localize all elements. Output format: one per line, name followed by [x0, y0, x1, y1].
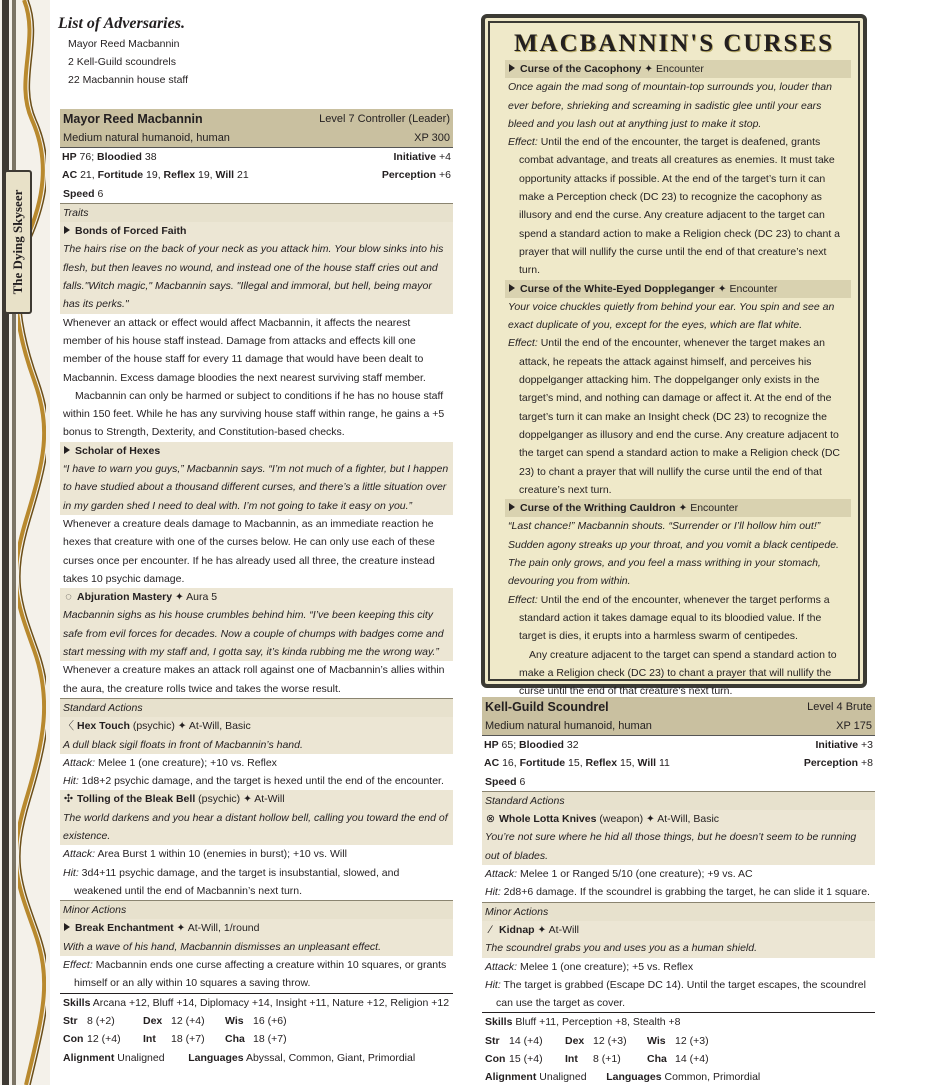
alignment-row [60, 1049, 453, 1067]
curse-flavor: “Last chance!” Macbannin shouts. “Surrender or I’ll hollow him out!” Sudden agony streaks up your throat, and you vomit a black centipede. The pain only grows, and you feel a mass writhing in your stomach, devouring you from within. [508, 520, 839, 588]
bloodied-value: 38 [144, 151, 157, 163]
ability-row [482, 1050, 875, 1068]
con-label: Con [63, 1033, 84, 1046]
str-value: 8 (+2) [87, 1014, 115, 1027]
hit-text: 1d8+2 psychic damage, and the target is hexed until the end of the encounter. [81, 775, 444, 788]
trait-text: Macbannin can only be harmed or subject to conditions if he has no house staff within 150 feet. While he has any surviving house staff within range, he gains a +5 bonus to Strength, Dexterity, and Constitution-based checks. [63, 389, 445, 439]
initiative-value: +4 [439, 151, 451, 163]
initiative-value: +3 [861, 739, 873, 751]
curse-name: Curse of the Writhing Cauldron ✦ Encounter [505, 499, 851, 517]
hp-label: HP [62, 151, 77, 163]
mayor-hp-row [60, 148, 453, 166]
trait-name: ◌ Abjuration Mastery ✦ Aura 5 [60, 588, 453, 606]
curse-tag: Encounter [729, 282, 778, 295]
wis-value: 16 (+6) [253, 1014, 287, 1027]
hit-label: Hit: [485, 978, 501, 991]
curses-title: MACBANNIN'S CURSES [513, 30, 835, 57]
trait-flavor: Macbannin sighs as his house crumbles behind him. “I’ve been keeping this city safe from evil forces for decades. Now a couple of chumps with badges come and start messing with my staff and, I gotta say, it’s kinda rubbing me the wrong way.” [60, 606, 453, 661]
vine-ornament-icon [18, 0, 46, 1085]
traits-heading: Traits [60, 203, 453, 222]
str-label: Str [485, 1034, 500, 1047]
melee-basic-icon: 〈 [63, 720, 74, 733]
trait-tag: Aura 5 [186, 591, 218, 604]
border-stripe [2, 0, 9, 1085]
trait-title: Bonds of Forced Faith [75, 225, 187, 238]
hit-label: Hit: [63, 775, 79, 788]
power-tag: At-Will, Basic [657, 813, 720, 826]
speed-label: Speed [63, 187, 95, 200]
mayor-xp: XP 300 [414, 132, 450, 144]
list-item: 2 Kell-Guild scoundrels [68, 56, 176, 68]
effect-text: Any creature adjacent to the target can spend a standard action to make a Religion check (DC 23) to chant a prayer that will nullify the curse until the end of that creature’s next turn. [519, 648, 837, 698]
int-value: 8 (+1) [593, 1053, 621, 1066]
curse-name: Curse of the White-Eyed Doppleganger ✦ Encounter [505, 280, 851, 298]
attack-text: Melee 1 (one creature); +5 vs. Reflex [520, 960, 694, 973]
power-title: Break Enchantment [75, 922, 174, 935]
trait-text: Whenever an attack or effect would affect Macbannin, it affects the nearest member of his house staff instead. Damage from attacks and effects kill one member of the house staff for every 11 damage that would have been dealt to Macbannin. Excess damage bloodies the next nearest surviving staff member. [63, 316, 426, 384]
kell-defense-row [482, 754, 875, 772]
languages-label: Languages [188, 1051, 244, 1064]
cha-value: 18 (+7) [253, 1033, 287, 1046]
dex-label: Dex [143, 1014, 163, 1027]
speed-label: Speed [485, 775, 517, 788]
ability-row [60, 1030, 453, 1048]
perception-label: Perception [381, 169, 437, 182]
power-flavor: The scoundrel grabs you and uses you as a human shield. [482, 939, 875, 957]
triangle-icon [64, 446, 70, 454]
trait-title: Abjuration Mastery [77, 591, 173, 604]
melee-ranged-basic-icon: ⊗ [485, 813, 496, 826]
minor-actions-heading: Minor Actions [60, 900, 453, 919]
triangle-icon [509, 284, 515, 292]
alignment-label: Alignment [485, 1071, 537, 1084]
int-value: 18 (+7) [171, 1033, 205, 1046]
perception-label: Perception [803, 757, 859, 770]
curse-tag: Encounter [656, 63, 704, 75]
attack-text: Area Burst 1 within 10 (enemies in burst); +10 vs. Will [97, 848, 347, 861]
trait-name [60, 222, 453, 240]
ac-value: 21, [80, 169, 98, 182]
dex-label: Dex [565, 1034, 585, 1047]
power-name: 〈 Hex Touch (psychic) ✦ At-Will, Basic [60, 717, 453, 735]
effect-label: Effect: [508, 136, 538, 149]
alignment-value: Unaligned [117, 1051, 165, 1064]
kell-xp: XP 175 [836, 720, 872, 732]
curse-tag: Encounter [690, 502, 739, 515]
int-label: Int [143, 1033, 156, 1046]
kell-header [482, 697, 875, 717]
hp-value: 65; [501, 739, 520, 751]
ref-value: 19, [197, 169, 216, 182]
skills-label: Skills [485, 1016, 513, 1029]
curse-flavor: Your voice chuckles quietly from behind your ear. You spin and see an exact duplicate of you, except for the eyes, which are flat white. [508, 300, 835, 332]
bloodied-label: Bloodied [97, 151, 142, 163]
ac-label: AC [62, 169, 78, 182]
mayor-defense-row [60, 166, 453, 184]
hp-value: 76; [79, 151, 98, 163]
trait-flavor: “I have to warn you guys,” Macbannin says. “I’m not much of a fighter, but I happen to have studied about a thousand different curses, and there’s a little situation over in my garden shed I need to deal with. I’m not going to take it easy on you.” [60, 460, 453, 515]
curse-title: Curse of the White-Eyed Doppleganger [520, 282, 715, 295]
effect-text: Until the end of the encounter, the target is deafened, grants combat advantage, and treats all creatures as enemies. It must take opportunity attacks if possible. At the end of the target’s turn it can make a Perception check (DC 23) to recognize the cacophony as illusory and end the curse. Any creature adjacent to the target can spend a standard action to make a Religion check (DC 23) to chant a prayer that will nullify the curse until the end of that creature’s next turn. [519, 136, 841, 277]
standard-actions-heading: Standard Actions [482, 791, 875, 810]
wis-label: Wis [647, 1034, 666, 1047]
kell-stat-block [482, 697, 875, 1087]
skills-label: Skills [63, 996, 91, 1009]
aura-icon: ◌ [65, 591, 72, 604]
power-keyword: (psychic) [132, 720, 175, 733]
kell-type-row [482, 717, 875, 736]
str-label: Str [63, 1014, 78, 1027]
curse-title: Curse of the Writhing Cauldron [520, 502, 676, 515]
power-tag: At-Will, Basic [188, 720, 251, 733]
attack-label: Attack: [485, 960, 518, 973]
effect-label: Effect: [508, 593, 538, 606]
wis-label: Wis [225, 1014, 244, 1027]
power-name: ∕ Kidnap ✦ At-Will [482, 921, 875, 939]
trait-title: Scholar of Hexes [75, 444, 161, 457]
power-title: Hex Touch [77, 720, 130, 733]
will-label: Will [215, 169, 235, 182]
curse-flavor: Once again the mad song of mountain-top surrounds you, louder than ever before, shrieking and screaming in sadistic glee until your ears bleed and you lash out at anything just to make it stop. [508, 81, 832, 130]
trait-text: Whenever a creature makes an attack roll against one of Macbannin’s allies within the aura, the creature rolls twice and takes the worse result. [63, 664, 445, 695]
attack-text: Melee 1 or Ranged 5/10 (one creature); +9 vs. AC [520, 868, 753, 881]
hit-label: Hit: [485, 886, 501, 899]
power-flavor: A dull black sigil floats in front of Macbannin’s hand. [60, 736, 453, 754]
attack-label: Attack: [63, 756, 96, 769]
will-label: Will [637, 757, 657, 770]
standard-actions-heading: Standard Actions [60, 698, 453, 717]
triangle-icon [64, 923, 70, 931]
minor-actions-heading: Minor Actions [482, 902, 875, 921]
cha-value: 14 (+4) [675, 1053, 709, 1066]
effect-text: Until the end of the encounter, whenever the target makes an attack, he repeats the attack against himself, and perceives his doppelganger attacking him. The doppelganger only exists in the target’s mind, and nothing can damage or affect it. At the end of the target’s turn it can make an Insight check (DC 23) to recognize the doppelganger as illusory and end the curse. Any creature adjacent to the target can spend a standard action to make a Religion check (DC 23) to chant a prayer that will nullify the curse until the end of that creature’s next turn. [519, 337, 841, 496]
mayor-header [60, 109, 453, 129]
curse-title: Curse of the Cacophony [520, 63, 642, 75]
mayor-type: Medium natural humanoid, human [63, 132, 230, 144]
power-keyword: (weapon) [599, 813, 644, 826]
will-value: 11 [659, 757, 670, 770]
attack-label: Attack: [485, 868, 518, 881]
ability-row [482, 1032, 875, 1050]
dex-value: 12 (+3) [593, 1034, 627, 1047]
effect-label: Effect: [63, 959, 93, 972]
effect-label: Effect: [508, 337, 538, 350]
initiative-label: Initiative [815, 739, 859, 751]
perception-value: +6 [439, 169, 451, 182]
power-title: Whole Lotta Knives [499, 813, 597, 826]
languages-label: Languages [606, 1071, 662, 1084]
hp-label: HP [484, 739, 499, 751]
will-value: 21 [237, 169, 249, 182]
speed-value: 6 [97, 187, 104, 200]
initiative-label: Initiative [393, 151, 437, 163]
con-value: 15 (+4) [509, 1053, 543, 1066]
kell-speed-row [482, 773, 875, 791]
power-flavor: The world darkens and you hear a distant hollow bell, calling you toward the end of existence. [60, 809, 453, 846]
bloodied-value: 32 [566, 739, 579, 751]
border-stripe-inner [12, 0, 16, 1085]
mayor-speed-row [60, 185, 453, 203]
attack-label: Attack: [63, 848, 96, 861]
con-value: 12 (+4) [87, 1033, 121, 1046]
fort-value: 19, [146, 169, 164, 182]
ac-value: 16, [502, 757, 520, 770]
fort-value: 15, [568, 757, 586, 770]
list-item: 22 Macbannin house staff [68, 74, 189, 86]
area-burst-icon: ✣ [63, 793, 74, 806]
mayor-level: Level 7 Controller (Leader) [319, 113, 450, 125]
str-value: 14 (+4) [509, 1034, 543, 1047]
fort-label: Fortitude [97, 169, 144, 182]
trait-flavor: The hairs rise on the back of your neck as you attack him. Your blow sinks into his flesh, but then leaves no wound, and instead one of the house staff cries out and falls."Witch magic," Macbannin says. "Illegal and immoral, but hell, being mayor has its perks." [60, 240, 453, 313]
hit-text: 2d8+6 damage. If the scoundrel is grabbing the target, he can slide it 1 square. [503, 886, 870, 899]
skills-value: Arcana +12, Bluff +14, Diplomacy +14, Insight +11, Nature +12, Religion +12 [92, 996, 450, 1009]
kell-level: Level 4 Brute [807, 701, 872, 713]
bloodied-label: Bloodied [519, 739, 564, 751]
effect-text: Macbannin ends one curse affecting a creature within 10 squares, or grants himself or an ally within 10 squares a saving throw. [74, 959, 447, 990]
curses-box [481, 14, 867, 698]
hit-text: The target is grabbed (Escape DC 14). Until the target escapes, the scoundrel can use the target as cover. [496, 978, 866, 1010]
power-title: Kidnap [499, 923, 535, 936]
triangle-icon [509, 503, 515, 511]
mayor-name: Mayor Reed Macbannin [63, 112, 203, 126]
alignment-label: Alignment [63, 1051, 115, 1064]
con-label: Con [485, 1053, 506, 1066]
perception-value: +8 [861, 757, 873, 770]
ac-label: AC [484, 757, 500, 770]
ref-label: Reflex [585, 757, 618, 770]
power-name: ✣ Tolling of the Bleak Bell (psychic) ✦ At-Will [60, 790, 453, 808]
fort-label: Fortitude [519, 757, 566, 770]
cha-label: Cha [225, 1033, 245, 1046]
languages-value: Abyssal, Common, Giant, Primordial [245, 1051, 416, 1064]
kell-type: Medium natural humanoid, human [485, 720, 652, 732]
wis-value: 12 (+3) [675, 1034, 709, 1047]
effect-text: Until the end of the encounter, whenever the target performs a standard action it takes damage equal to its bloodied value. If the target is dies, it erupts into a harmless swarm of centipedes. [519, 593, 830, 643]
ability-row [60, 1012, 453, 1030]
cha-label: Cha [647, 1053, 667, 1066]
melee-icon: ∕ [489, 923, 492, 936]
mayor-stat-block [60, 109, 453, 1067]
power-tag: At-Will, 1/round [187, 922, 260, 935]
curse-name: Curse of the Cacophony ✦ Encounter [505, 60, 851, 78]
skills-value: Bluff +11, Perception +8, Stealth +8 [515, 1016, 681, 1029]
kell-name: Kell-Guild Scoundrel [485, 700, 609, 714]
power-name: Break Enchantment ✦ At-Will, 1/round [60, 919, 453, 937]
side-tab-label: The Dying Skyseer [10, 189, 25, 295]
dex-value: 12 (+4) [171, 1014, 205, 1027]
alignment-value: Unaligned [539, 1071, 587, 1084]
page-border [0, 0, 50, 1085]
speed-value: 6 [519, 775, 526, 788]
ref-label: Reflex [163, 169, 196, 182]
power-flavor: With a wave of his hand, Macbannin dismisses an unpleasant effect. [60, 938, 453, 956]
ref-value: 15, [619, 757, 638, 770]
list-item: Mayor Reed Macbannin [68, 38, 180, 50]
trait-text: Whenever a creature deals damage to Macbannin, as an immediate reaction he hexes that creature with one of the curses below. He can only use each of these curses once per encounter. If he has already used all three, the creature instead takes 10 psychic damage. [63, 517, 435, 585]
adversary-list [58, 15, 438, 89]
power-flavor: You’re not sure where he hid all those things, but he doesn’t seem to be running out of blades. [482, 828, 875, 865]
languages-value: Common, Primordial [664, 1071, 761, 1084]
alignment-row [482, 1068, 875, 1086]
power-tag: At-Will [254, 793, 285, 806]
kell-hp-row [482, 736, 875, 754]
power-keyword: (psychic) [198, 793, 241, 806]
adversary-list-title: List of Adversaries. [58, 15, 185, 32]
power-title: Tolling of the Bleak Bell [77, 793, 196, 806]
power-tag: At-Will [548, 923, 579, 936]
int-label: Int [565, 1053, 578, 1066]
triangle-icon [509, 64, 515, 72]
power-name: ⊗ Whole Lotta Knives (weapon) ✦ At-Will, Basic [482, 810, 875, 828]
hit-text: 3d4+11 psychic damage, and the target is insubstantial, slowed, and weakened until the end of Macbannin’s next turn. [74, 866, 400, 897]
side-tab [4, 170, 32, 314]
mayor-type-row [60, 129, 453, 148]
curses-body [505, 60, 851, 700]
hit-label: Hit: [63, 866, 79, 879]
trait-name [60, 442, 453, 460]
triangle-icon [64, 226, 70, 234]
attack-text: Melee 1 (one creature); +10 vs. Reflex [98, 756, 277, 769]
